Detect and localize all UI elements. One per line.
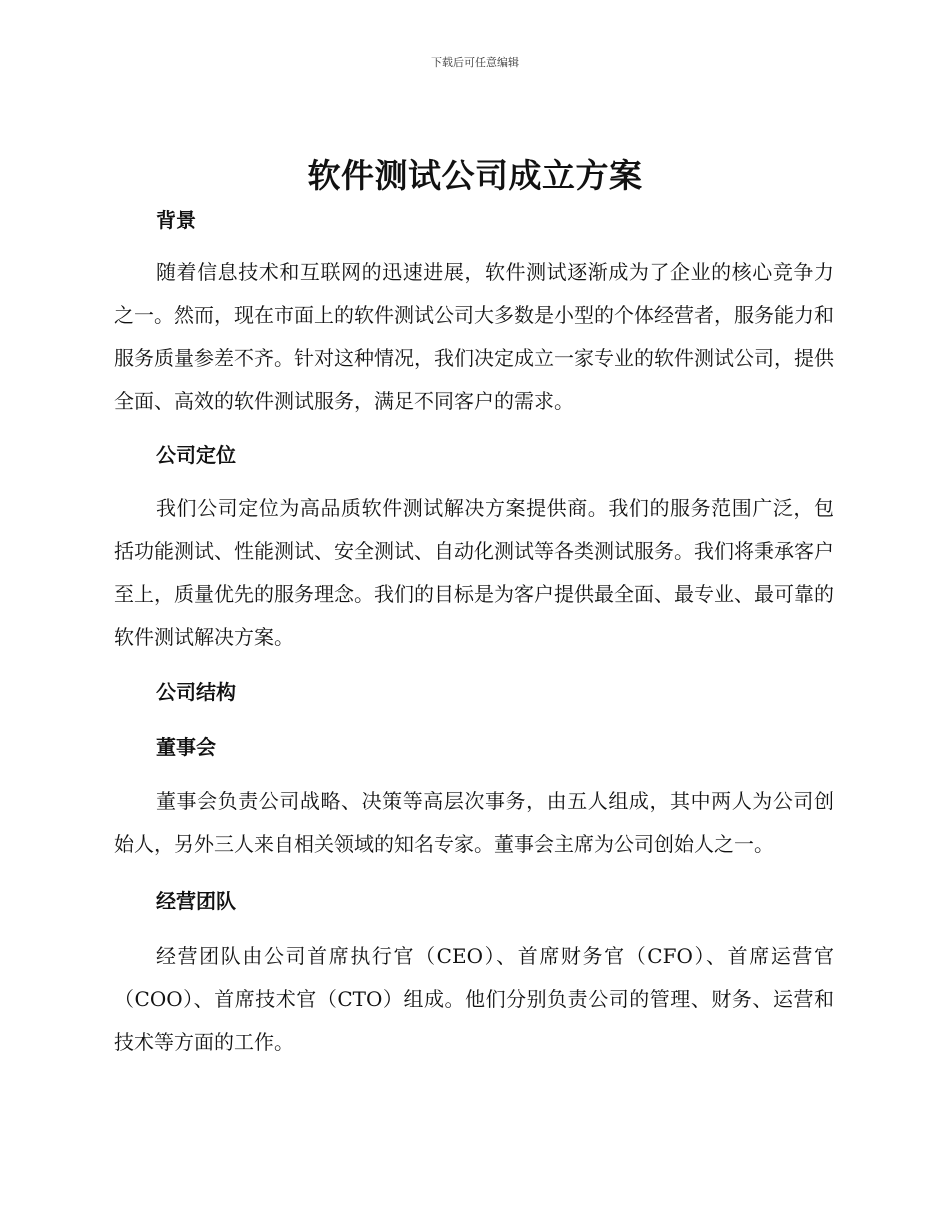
section-text-board: 董事会负责公司战略、决策等高层次事务，由五人组成，其中两人为公司创始人，另外三人来自相关领域的知名专家。董事会主席为公司创始人之一。 <box>114 789 834 856</box>
section-heading-positioning: 公司定位 <box>156 443 236 467</box>
section-heading-board: 董事会 <box>156 735 216 759</box>
header-note: 下载后可任意编辑 <box>431 56 519 69</box>
document-body <box>114 200 834 1064</box>
section-heading-background: 背景 <box>156 208 196 232</box>
section-heading-management: 经营团队 <box>156 889 236 913</box>
section-text-management: 经营团队由公司首席执行官（CEO）、首席财务官（CFO）、首席运营官（COO）、首席技术官（CTO）组成。他们分别负责公司的管理、财务、运营和技术等方面的工作。 <box>114 944 834 1054</box>
section-text-background: 随着信息技术和互联网的迅速进展，软件测试逐渐成为了企业的核心竞争力之一。然而，现在市面上的软件测试公司大多数是小型的个体经营者，服务能力和服务质量参差不齐。针对这种情况，我们决定成立一家专业的软件测试公司，提供全面、高效的软件测试服务，满足不同客户的需求。 <box>114 260 834 413</box>
section-heading-structure: 公司结构 <box>156 680 236 704</box>
section-text-positioning: 我们公司定位为高品质软件测试解决方案提供商。我们的服务范围广泛，包括功能测试、性能测试、安全测试、自动化测试等各类测试服务。我们将秉承客户至上，质量优先的服务理念。我们的目标是为客户提供最全面、最专业、最可靠的软件测试解决方案。 <box>114 496 834 649</box>
document-title: 软件测试公司成立方案 <box>307 156 643 195</box>
